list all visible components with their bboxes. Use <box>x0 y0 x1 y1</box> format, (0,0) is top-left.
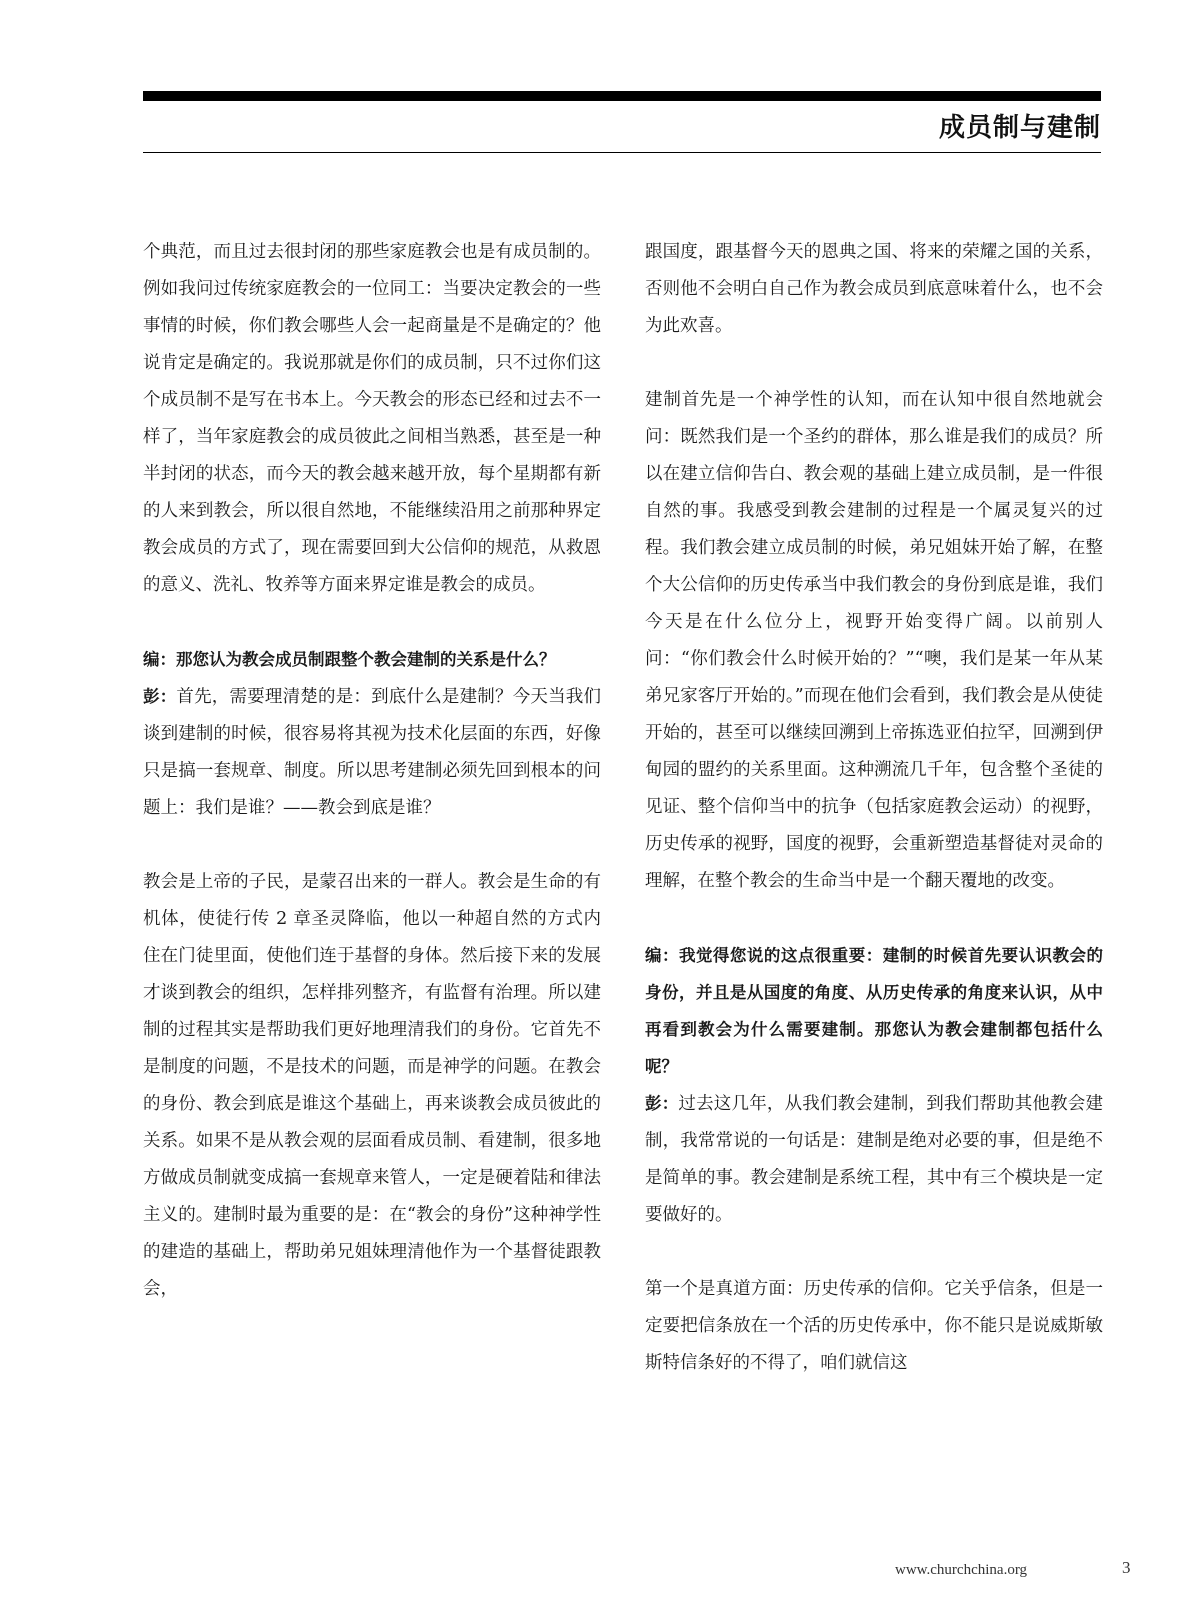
left-column <box>143 234 601 1308</box>
footer-url: www.churchchina.org <box>895 1562 1028 1578</box>
page-number: 3 <box>1122 1558 1131 1577</box>
header-top-bar <box>143 91 1101 101</box>
header-rule <box>143 152 1101 153</box>
paragraph-gap <box>143 827 601 864</box>
paragraph-gap <box>645 1234 1103 1271</box>
interviewer-question: 编：我觉得您说的这点很重要：建制的时候首先要认识教会的身份，并且是从国度的角度、从历史传承的角度来认识，从中再看到教会为什么需要建制。那您认为教会建制都包括什么呢？ <box>645 946 1103 1076</box>
paragraph-gap <box>645 900 1103 937</box>
paragraph-gap <box>645 345 1103 382</box>
paragraph-gap <box>143 604 601 641</box>
answer-paragraph <box>143 678 601 827</box>
answer-text: 首先，需要理清楚的是：到底什么是建制？今天当我们谈到建制的时候，很容易将其视为技术化层面的东西，好像只是搞一套规章、制度。所以思考建制必须先回到根本的问题上：我们是谁？——教会到底是谁？ <box>143 687 602 818</box>
paragraph: 建制首先是一个神学性的认知，而在认知中很自然地就会问：既然我们是一个圣约的群体，那么谁是我们的成员？所以在建立信仰告白、教会观的基础上建立成员制，是一件很自然的事。我感受到教会建制的过程是一个属灵复兴的过程。我们教会建立成员制的时候，弟兄姐妹开始了解，在整个大公信仰的历史传承当中我们教会的身份到底是谁，我们今天是在什么位分上，视野开始变得广阔。以前别人问：“你们教会什么时候开始的？”“噢，我们是某一年从某弟兄家客厅开始的。”而现在他们会看到，我们教会是从使徒开始的，甚至可以继续回溯到上帝拣选亚伯拉罕，回溯到伊甸园的盟约的关系里面。这种溯流几千年，包含整个圣徒的见证、整个信仰当中的抗争（包括家庭教会运动）的视野，历史传承的视野，国度的视野，会重新塑造基督徒对灵命的理解，在整个教会的生命当中是一个翻天覆地的改变。 <box>645 390 1103 891</box>
right-column <box>645 234 1103 1382</box>
answer-text: 过去这几年，从我们教会建制，到我们帮助其他教会建制，我常常说的一句话是：建制是绝对必要的事，但是绝不是简单的事。教会建制是系统工程，其中有三个模块是一定要做好的。 <box>645 1094 1104 1225</box>
speaker-label: 彭： <box>645 1094 679 1113</box>
paragraph: 个典范，而且过去很封闭的那些家庭教会也是有成员制的。例如我问过传统家庭教会的一位同工：当要决定教会的一些事情的时候，你们教会哪些人会一起商量是不是确定的？他说肯定是确定的。我说那就是你们的成员制，只不过你们这个成员制不是写在书本上。今天教会的形态已经和过去不一样了，当年家庭教会的成员彼此之间相当熟悉，甚至是一种半封闭的状态，而今天的教会越来越开放，每个星期都有新的人来到教会，所以很自然地，不能继续沿用之前那种界定教会成员的方式了，现在需要回到大公信仰的规范，从救恩的意义、洗礼、牧养等方面来界定谁是教会的成员。 <box>143 242 601 595</box>
paragraph: 跟国度，跟基督今天的恩典之国、将来的荣耀之国的关系，否则他不会明白自己作为教会成员到底意味着什么，也不会为此欢喜。 <box>645 242 1103 336</box>
speaker-label: 彭： <box>143 687 177 706</box>
interviewer-question: 编：那您认为教会成员制跟整个教会建制的关系是什么？ <box>143 650 556 669</box>
paragraph: 第一个是真道方面：历史传承的信仰。它关乎信条，但是一定要把信条放在一个活的历史传承中，你不能只是说威斯敏斯特信条好的不得了，咱们就信这 <box>645 1279 1103 1373</box>
paragraph: 教会是上帝的子民，是蒙召出来的一群人。教会是生命的有机体，使徒行传 2 章圣灵降临，他以一种超自然的方式内住在门徒里面，使他们连于基督的身体。然后接下来的发展才谈到教会的组织，怎样排列整齐，有监督有治理。所以建制的过程其实是帮助我们更好地理清我们的身份。它首先不是制度的问题，不是技术的问题，而是神学的问题。在教会的身份、教会到底是谁这个基础上，再来谈教会成员彼此的关系。如果不是从教会观的层面看成员制、看建制，很多地方做成员制就变成搞一套规章来管人，一定是硬着陆和律法主义的。建制时最为重要的是：在“教会的身份”这种神学性的建造的基础上，帮助弟兄姐妹理清他作为一个基督徒跟教会， <box>143 872 601 1299</box>
answer-paragraph <box>645 1085 1103 1234</box>
running-header-title: 成员制与建制 <box>938 113 1101 143</box>
